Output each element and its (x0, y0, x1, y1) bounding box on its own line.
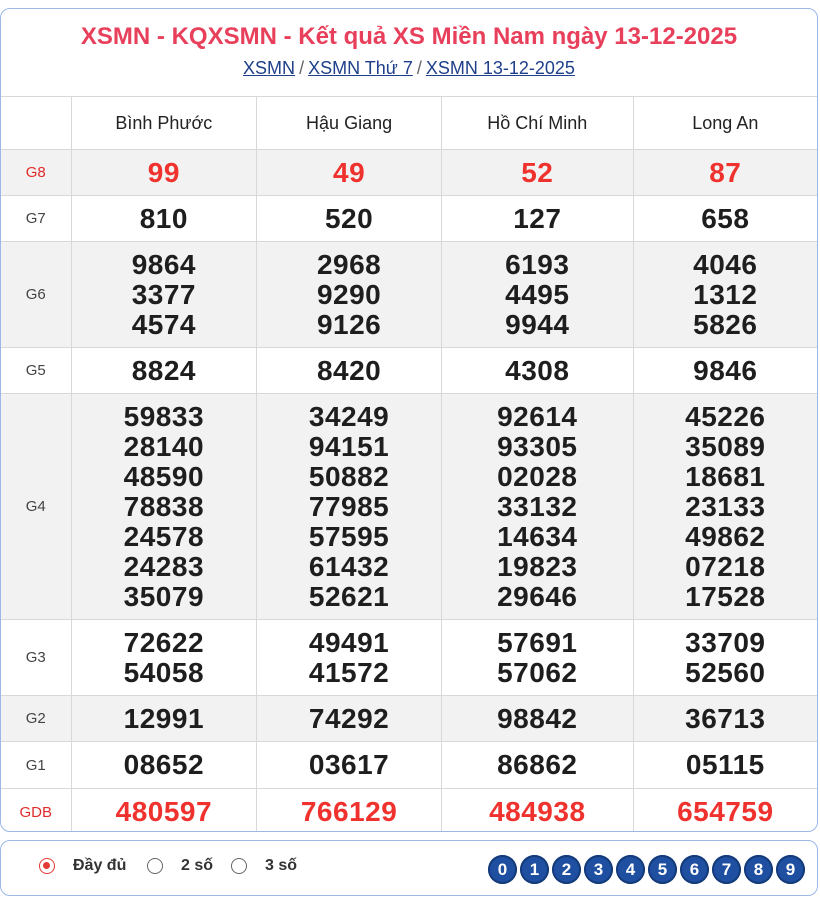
prize-label: G2 (1, 696, 71, 742)
prize-number: 35089 (685, 430, 766, 462)
prize-number: 8420 (316, 354, 382, 386)
prize-cell (71, 242, 257, 348)
prize-cell (257, 696, 442, 742)
prize-cell (441, 394, 633, 620)
prize-number: 07218 (685, 550, 766, 582)
prize-cell (633, 348, 817, 394)
prize-number: 658 (701, 202, 750, 234)
prize-number: 05115 (685, 749, 765, 780)
province-header: Bình Phước (71, 97, 257, 150)
prize-number: 49862 (685, 520, 766, 552)
prize-cell (441, 789, 633, 833)
option-full-label: Đầy đủ (73, 857, 127, 874)
digit-filter (488, 855, 805, 884)
province-header: Hồ Chí Minh (441, 97, 633, 150)
prize-number: 57595 (308, 520, 390, 552)
prize-number: 94151 (308, 430, 390, 462)
prize-label: G4 (1, 394, 71, 620)
prize-cell (257, 242, 442, 348)
digit-button-7[interactable]: 7 (712, 855, 741, 884)
results-table (1, 96, 817, 832)
prize-cell (71, 620, 257, 696)
prize-number: 29646 (497, 580, 578, 612)
prize-number: 92614 (497, 400, 578, 432)
prize-number: 4574 (131, 308, 196, 340)
prize-number: 3377 (131, 278, 196, 310)
prize-cell (441, 620, 633, 696)
prize-number: 87 (709, 156, 742, 188)
prize-label: G8 (1, 150, 71, 196)
prize-cell (441, 196, 633, 242)
prize-number: 45226 (685, 400, 766, 432)
prize-row-g5 (1, 348, 817, 394)
prize-number: 35079 (123, 580, 205, 612)
prize-label: G6 (1, 242, 71, 348)
prize-cell (71, 742, 257, 789)
prize-cell (257, 394, 442, 620)
display-options-bar (0, 840, 818, 896)
prize-number: 52 (521, 156, 554, 188)
prize-number: 9944 (505, 308, 570, 340)
prize-number: 18681 (685, 460, 766, 492)
prize-number: 9290 (316, 278, 382, 310)
link-xsmn-thu7[interactable]: XSMN Thứ 7 (308, 58, 413, 78)
prize-number: 54058 (123, 656, 205, 688)
option-3-digits[interactable] (231, 857, 297, 875)
prize-label: G3 (1, 620, 71, 696)
prize-number: 72622 (123, 626, 205, 658)
radio-2-digits[interactable] (147, 858, 163, 874)
prize-cell (441, 348, 633, 394)
prize-number: 9846 (693, 354, 758, 386)
digit-button-3[interactable]: 3 (584, 855, 613, 884)
digit-button-5[interactable]: 5 (648, 855, 677, 884)
prize-number: 766129 (300, 796, 398, 828)
prize-cell (633, 394, 817, 620)
prize-cell (633, 620, 817, 696)
prize-number: 50882 (308, 460, 390, 492)
prize-number: 78838 (123, 490, 205, 522)
prize-cell (257, 789, 442, 833)
prize-number: 33132 (497, 490, 578, 522)
digit-button-4[interactable]: 4 (616, 855, 645, 884)
prize-cell (633, 696, 817, 742)
prize-number: 17528 (685, 580, 766, 612)
prize-number: 12991 (123, 702, 205, 734)
province-header-row (1, 97, 817, 150)
prize-number: 33709 (685, 626, 766, 658)
breadcrumb-separator: / (416, 58, 422, 78)
prize-number: 127 (513, 202, 562, 234)
prize-number: 19823 (497, 550, 578, 582)
prize-number: 86862 (497, 749, 578, 780)
prize-number: 49 (333, 156, 366, 188)
digit-button-8[interactable]: 8 (744, 855, 773, 884)
option-3-digits-label: 3 số (265, 857, 298, 874)
prize-number: 41572 (308, 656, 390, 688)
prize-row-g2 (1, 696, 817, 742)
prize-cell (257, 348, 442, 394)
prize-cell (257, 742, 442, 789)
prize-number: 36713 (685, 702, 766, 734)
prize-cell (71, 789, 257, 833)
prize-cell (71, 696, 257, 742)
prize-row-g1 (1, 742, 817, 789)
prize-cell (441, 242, 633, 348)
prize-cell (71, 150, 257, 196)
prize-number: 2968 (316, 248, 382, 280)
prize-number: 77985 (308, 490, 390, 522)
prize-cell (633, 789, 817, 833)
digit-button-2[interactable]: 2 (552, 855, 581, 884)
prize-number: 99 (147, 156, 180, 188)
prize-row-g6 (1, 242, 817, 348)
breadcrumb-separator: / (299, 58, 305, 78)
prize-number: 4308 (505, 354, 570, 386)
prize-number: 98842 (497, 702, 578, 734)
prize-number: 4495 (505, 278, 570, 310)
prize-number: 9126 (316, 308, 382, 340)
prize-number: 8824 (131, 354, 196, 386)
prize-number: 23133 (685, 490, 766, 522)
prize-number: 9864 (131, 248, 196, 280)
prize-cell (71, 394, 257, 620)
breadcrumb (1, 55, 817, 89)
prize-cell (633, 242, 817, 348)
prize-cell (71, 196, 257, 242)
prize-number: 810 (139, 202, 188, 234)
prize-number: 93305 (497, 430, 578, 462)
digit-button-0[interactable]: 0 (488, 855, 517, 884)
prize-number: 480597 (115, 796, 213, 828)
prize-row-g7 (1, 196, 817, 242)
option-full[interactable] (39, 857, 126, 875)
prize-number: 59833 (123, 400, 205, 432)
prize-label: GDB (1, 789, 71, 833)
prize-number: 520 (324, 202, 374, 234)
header-empty-cell (1, 97, 71, 150)
digit-button-6[interactable]: 6 (680, 855, 709, 884)
results-card (0, 8, 818, 832)
prize-cell (441, 742, 633, 789)
prize-number: 4046 (693, 248, 758, 280)
prize-number: 484938 (489, 796, 586, 828)
prize-row-gdb (1, 789, 817, 833)
prize-number: 57062 (497, 656, 578, 688)
prize-row-g4 (1, 394, 817, 620)
prize-cell (633, 196, 817, 242)
prize-number: 24578 (123, 520, 205, 552)
prize-number: 14634 (497, 520, 578, 552)
radio-full[interactable] (39, 858, 55, 874)
prize-cell (257, 150, 442, 196)
prize-number: 6193 (505, 248, 570, 280)
prize-number: 74292 (308, 702, 390, 734)
prize-cell (257, 620, 442, 696)
prize-cell (633, 150, 817, 196)
prize-number: 5826 (693, 308, 758, 340)
prize-cell (441, 150, 633, 196)
digit-button-1[interactable]: 1 (520, 855, 549, 884)
option-2-digits[interactable] (147, 857, 213, 875)
prize-cell (633, 742, 817, 789)
radio-3-digits[interactable] (231, 858, 247, 874)
prize-number: 57691 (497, 626, 578, 658)
page-title: XSMN - KQXSMN - Kết quả XS Miền Nam ngày 13-12-2025 (80, 23, 738, 50)
option-2-digits-label: 2 số (181, 857, 214, 874)
prize-cell (257, 196, 442, 242)
prize-number: 1312 (693, 278, 758, 310)
prize-number: 654759 (677, 796, 774, 828)
prize-label: G1 (1, 742, 71, 789)
prize-number: 61432 (308, 550, 390, 582)
prize-cell (71, 348, 257, 394)
prize-number: 24283 (123, 550, 205, 582)
link-xsmn-date[interactable]: XSMN 13-12-2025 (425, 58, 575, 78)
prize-number: 28140 (123, 430, 205, 462)
prize-number: 48590 (123, 460, 205, 492)
digit-button-9[interactable]: 9 (776, 855, 805, 884)
prize-number: 52621 (308, 580, 390, 612)
prize-row-g8 (1, 150, 817, 196)
province-header: Hậu Giang (257, 97, 442, 150)
prize-cell (441, 696, 633, 742)
prize-label: G5 (1, 348, 71, 394)
prize-number: 08652 (123, 749, 205, 780)
link-xsmn[interactable]: XSMN (243, 58, 296, 78)
prize-number: 34249 (308, 400, 390, 432)
prize-number: 03617 (308, 749, 390, 780)
prize-number: 52560 (685, 656, 766, 688)
prize-row-g3 (1, 620, 817, 696)
province-header: Long An (633, 97, 817, 150)
prize-label: G7 (1, 196, 71, 242)
prize-number: 02028 (497, 460, 578, 492)
prize-number: 49491 (308, 626, 390, 658)
